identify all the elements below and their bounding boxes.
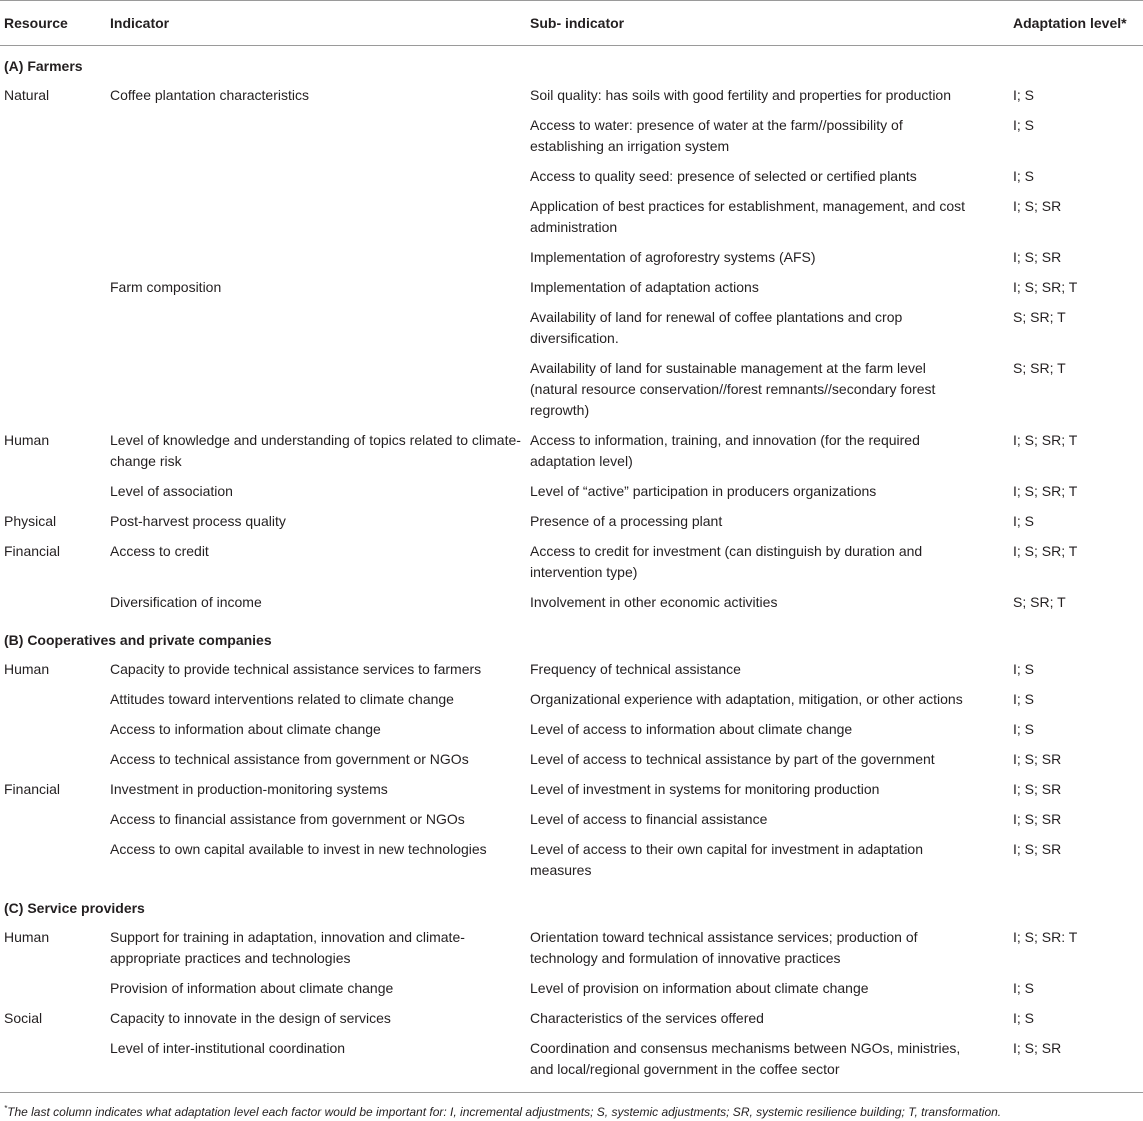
header-indicator: Indicator [107,1,529,46]
cell-adaptation-level: I; S [1013,980,1035,996]
table-row [0,303,1143,354]
cell-sub-indicator: Availability of land for renewal of coffee plantations and crop diversification. [530,309,903,346]
cell-resource: Human [4,929,50,945]
cell-sub-indicator: Level of access to financial assistance [530,811,768,827]
cell-sub-indicator: Access to quality seed: presence of selected or certified plants [530,168,917,184]
cell-indicator: Farm composition [110,279,222,295]
cell-sub-indicator: Implementation of adaptation actions [530,279,759,295]
cell-indicator: Capacity to innovate in the design of services [110,1010,391,1026]
cell-sub-indicator: Soil quality: has soils with good fertility and properties for production [530,87,951,103]
cell-resource [0,273,107,303]
table-row [0,507,1143,537]
cell-indicator [107,243,529,273]
cell-resource: Human [4,661,50,677]
table-row [0,111,1143,162]
cell-adaptation-level: I; S; SR [1013,198,1062,214]
cell-sub-indicator: Implementation of agroforestry systems (AFS) [530,249,816,265]
cell-resource [0,805,107,835]
cell-adaptation-level: I; S; SR [1013,751,1062,767]
cell-sub-indicator: Level of access to information about climate change [530,721,853,737]
table-body [0,46,1143,1093]
cell-indicator: Level of knowledge and understanding of topics related to climate-change risk [110,432,521,469]
cell-resource [0,588,107,618]
cell-adaptation-level: I; S; SR [1013,841,1062,857]
cell-sub-indicator: Involvement in other economic activities [530,594,778,610]
cell-sub-indicator: Coordination and consensus mechanisms between NGOs, ministries, and local/regional government in the coffee sector [529,1034,1012,1093]
cell-resource [0,1034,107,1093]
cell-indicator: Access to technical assistance from government or NGOs [110,751,469,767]
cell-adaptation-level: I; S [1013,117,1035,133]
cell-indicator: Provision of information about climate change [110,980,394,996]
table-row [0,192,1143,243]
cell-adaptation-level: I; S [1013,691,1035,707]
table-row [0,354,1143,426]
cell-indicator: Access to information about climate change [110,721,381,737]
cell-adaptation-level: I; S; SR [1013,249,1062,265]
cell-adaptation-level: I; S [1013,513,1035,529]
cell-adaptation-level: I; S; SR; T [1013,432,1078,448]
cell-sub-indicator: Access to water: presence of water at the farm//possibility of establishing an irrigation system [530,117,903,154]
header-resource: Resource [0,1,107,46]
cell-sub-indicator: Access to information, training, and innovation (for the required adaptation level) [530,432,920,469]
table-row [0,537,1143,588]
cell-indicator: Access to credit [110,543,209,559]
cell-resource: Physical [4,513,57,529]
table-row [0,588,1143,618]
cell-resource [0,303,107,354]
section-title: (B) Cooperatives and private companies [4,632,272,648]
cell-resource: Natural [4,87,50,103]
header-adaptation-level: Adaptation level* [1012,1,1143,46]
cell-indicator [107,192,529,243]
cell-resource [0,111,107,162]
cell-sub-indicator: Characteristics of the services offered [530,1010,764,1026]
table-row [0,775,1143,805]
cell-adaptation-level: I; S; SR [1013,811,1062,827]
cell-resource [0,243,107,273]
cell-indicator: Capacity to provide technical assistance services to farmers [110,661,482,677]
cell-sub-indicator: Presence of a processing plant [530,513,723,529]
table-row [0,426,1143,477]
footnote-marker: * [4,1104,8,1113]
table-row [0,715,1143,745]
cell-resource [0,835,107,886]
cell-adaptation-level: I; S [1013,1010,1035,1026]
table-row [0,805,1143,835]
cell-resource: Financial [4,781,61,797]
cell-indicator [107,303,529,354]
cell-indicator: Investment in production-monitoring systems [110,781,388,797]
cell-indicator: Coffee plantation characteristics [110,87,309,103]
cell-sub-indicator: Level of provision on information about climate change [530,980,869,996]
cell-indicator [107,162,529,192]
table-footnote [0,1093,1143,1121]
cell-sub-indicator: Organizational experience with adaptation, mitigation, or other actions [530,691,963,707]
cell-indicator: Access to financial assistance from government or NGOs [110,811,465,827]
cell-sub-indicator: Availability of land for sustainable management at the farm level (natural resource conservation//forest remnants//secondary forest regrowth) [530,360,936,418]
cell-sub-indicator: Level of access to their own capital for investment in adaptation measures [530,841,923,878]
cell-adaptation-level: I; S [1013,661,1035,677]
cell-indicator: Access to own capital available to invest in new technologies [110,841,487,857]
table-row [0,1004,1143,1034]
cell-resource [0,715,107,745]
cell-sub-indicator: Level of “active” participation in producers organizations [530,483,877,499]
cell-sub-indicator: Level of access to technical assistance by part of the government [530,751,935,767]
cell-resource [0,477,107,507]
footnote-text: The last column indicates what adaptation level each factor would be important for: I, incremental adjustments; S, systemic adjustments; SR, systemic resilience building; T, transformation. [7,1105,1002,1119]
header-sub-indicator: Sub- indicator [529,1,1012,46]
table-header [0,1,1143,46]
table-row [0,655,1143,685]
table-row [0,81,1143,111]
table-row [0,162,1143,192]
cell-resource [0,685,107,715]
cell-indicator [107,354,529,426]
cell-indicator: Attitudes toward interventions related to climate change [110,691,454,707]
cell-indicator: Post-harvest process quality [110,513,286,529]
cell-resource [0,162,107,192]
cell-adaptation-level: S; SR; T [1013,594,1066,610]
cell-adaptation-level: S; SR; T [1013,309,1066,325]
cell-indicator: Level of inter-institutional coordination [107,1034,529,1093]
cell-adaptation-level: I; S [1013,87,1035,103]
cell-adaptation-level: I; S; SR; T [1013,543,1078,559]
cell-resource [0,745,107,775]
cell-sub-indicator: Access to credit for investment (can distinguish by duration and intervention type) [530,543,923,580]
cell-adaptation-level: I; S [1013,168,1035,184]
cell-resource: Social [4,1010,43,1026]
table-row [0,685,1143,715]
table-row [0,243,1143,273]
section-row [0,46,1143,82]
section-row [0,618,1143,655]
table-row [0,923,1143,974]
cell-indicator: Level of association [110,483,233,499]
cell-adaptation-level: S; SR; T [1013,360,1066,376]
cell-adaptation-level: I; S; SR: T [1013,929,1078,945]
cell-resource [0,192,107,243]
section-title: (C) Service providers [4,900,145,916]
table-row [0,835,1143,886]
cell-resource [0,974,107,1004]
header-row [0,1,1143,46]
section-title: (A) Farmers [4,58,83,74]
table-row [0,745,1143,775]
table-row [0,974,1143,1004]
cell-indicator: Support for training in adaptation, innovation and climate-appropriate practices and technologies [110,929,465,966]
cell-indicator [107,111,529,162]
cell-adaptation-level: I; S; SR; T [1013,483,1078,499]
table-row [0,1034,1143,1093]
cell-resource: Human [4,432,50,448]
cell-adaptation-level: I; S; SR; T [1013,279,1078,295]
cell-sub-indicator: Level of investment in systems for monitoring production [530,781,880,797]
table-row [0,273,1143,303]
section-row [0,886,1143,923]
cell-adaptation-level: I; S [1013,721,1035,737]
cell-sub-indicator: Orientation toward technical assistance services; production of technology and formulation of innovative practices [530,929,918,966]
cell-resource: Financial [4,543,61,559]
table-row [0,477,1143,507]
cell-indicator: Diversification of income [110,594,262,610]
cell-sub-indicator: Frequency of technical assistance [530,661,741,677]
cell-adaptation-level: I; S; SR [1013,781,1062,797]
cell-sub-indicator: Application of best practices for establishment, management, and cost administration [530,198,966,235]
cell-resource [0,354,107,426]
cell-adaptation-level: I; S; SR [1012,1034,1143,1093]
